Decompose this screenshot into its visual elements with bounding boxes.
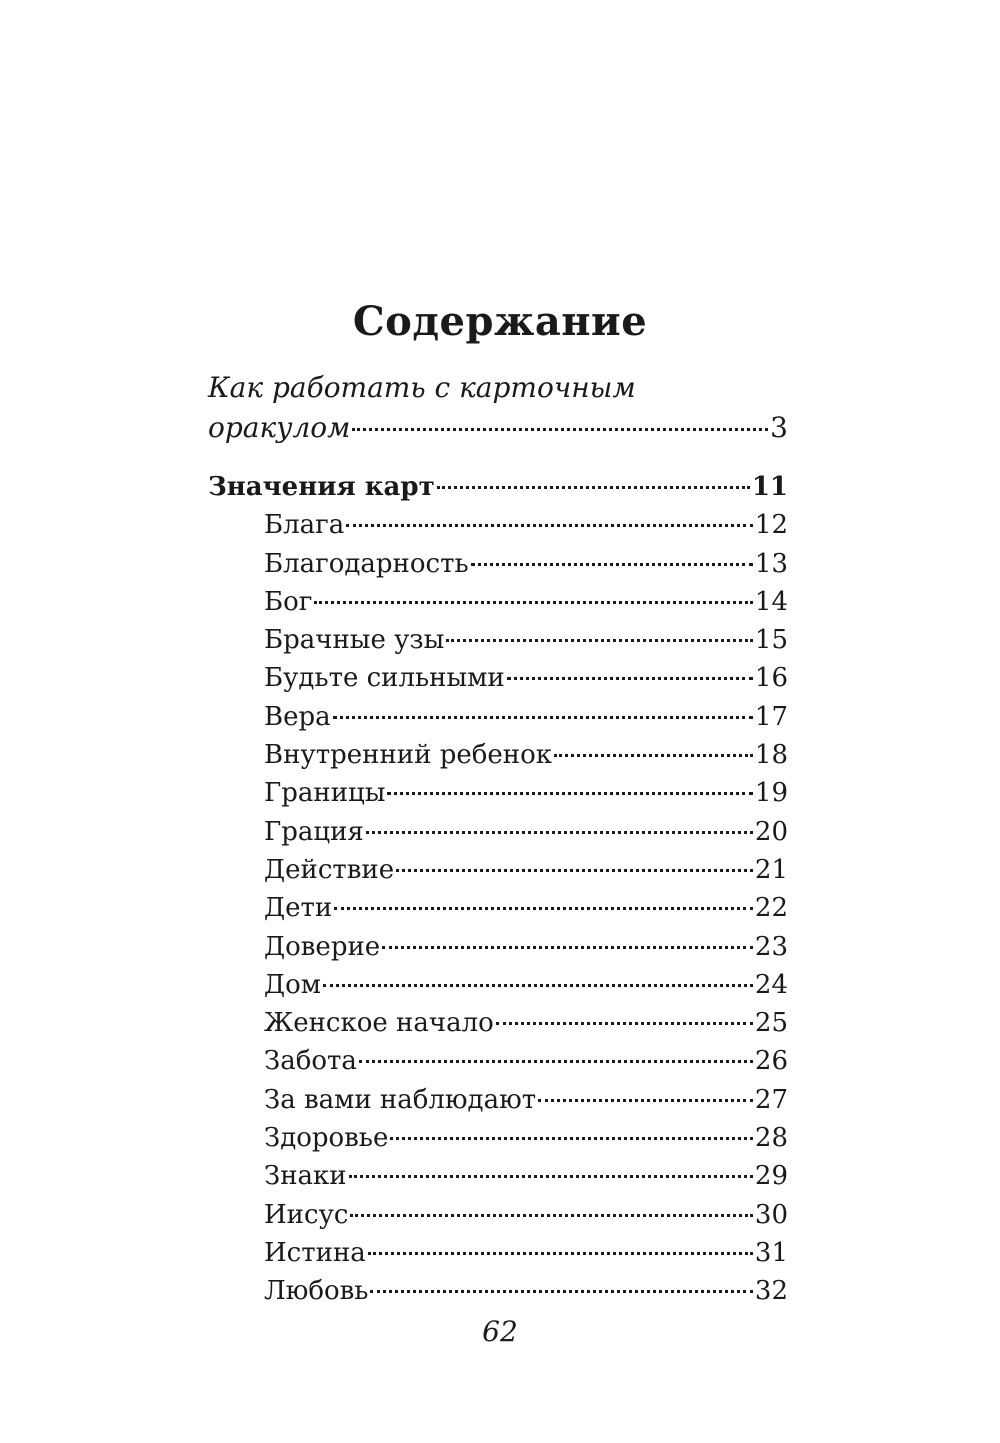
toc-entry-label: Любовь: [264, 1276, 369, 1307]
dot-leader: [396, 869, 753, 872]
toc-entry: [208, 928, 788, 966]
toc-entry-label: Доверие: [264, 931, 381, 962]
toc-entry-label: Действие: [264, 854, 395, 885]
page-number: 62: [482, 1315, 518, 1348]
toc-page-number: 15: [754, 625, 788, 656]
toc-entry: [208, 1157, 788, 1195]
toc-page-number: 14: [754, 586, 788, 617]
dot-leader: [349, 1175, 753, 1178]
dot-leader: [471, 563, 753, 566]
toc-page-number: 18: [754, 740, 788, 771]
toc-entry: [208, 851, 788, 889]
toc-page-number: 30: [754, 1199, 788, 1230]
toc-page-number: 32: [754, 1276, 788, 1307]
toc-entry-label: Благодарность: [264, 548, 469, 579]
dot-leader: [352, 428, 768, 431]
dot-leader: [446, 639, 753, 642]
toc-page-number: 17: [754, 701, 788, 732]
toc-section-label: Значения карт: [208, 472, 435, 502]
toc-entry-label: Дети: [264, 893, 333, 924]
toc-page-number: 28: [754, 1123, 788, 1154]
dot-leader: [382, 946, 753, 949]
toc-section-row: [208, 468, 788, 506]
dot-leader: [437, 486, 750, 489]
toc-entry: [208, 966, 788, 1004]
toc-entry-label: Истина: [264, 1237, 366, 1268]
toc-entry: [208, 659, 788, 697]
toc-page-number: 23: [754, 931, 788, 962]
toc-page-number: 21: [754, 854, 788, 885]
toc-entry-label: Вера: [264, 701, 331, 732]
toc-page-number: 29: [754, 1161, 788, 1192]
toc-entry-label: Иисус: [264, 1199, 349, 1230]
toc-page-number: 3: [770, 411, 788, 444]
toc-entry-label: Будьте сильными: [264, 663, 505, 694]
toc-entry: [208, 774, 788, 812]
toc-entry: [208, 1042, 788, 1080]
toc-intro-line2: оракулом: [208, 411, 351, 444]
toc-entry-label: Забота: [264, 1046, 357, 1077]
toc-entry-label: Здоровье: [264, 1123, 389, 1154]
toc-page-number: 31: [754, 1237, 788, 1268]
dot-leader: [359, 1060, 753, 1063]
page-title: Содержание: [352, 298, 648, 345]
dot-leader: [538, 1099, 753, 1102]
toc-page-number: 24: [754, 969, 788, 1000]
toc-page-number: 25: [754, 1008, 788, 1039]
toc-page-number: 22: [754, 893, 788, 924]
toc-entry: [208, 736, 788, 774]
toc-entry-label: Дом: [264, 969, 322, 1000]
toc-page-number: 26: [754, 1046, 788, 1077]
dot-leader: [496, 1022, 753, 1025]
toc-entry-label: Бог: [264, 586, 313, 617]
dot-leader: [390, 1137, 753, 1140]
toc-page-number: 27: [754, 1084, 788, 1115]
toc-entries: [208, 506, 788, 1310]
toc-entry-label: Брачные узы: [264, 625, 445, 656]
dot-leader: [334, 907, 753, 910]
table-of-contents: [208, 368, 788, 1311]
dot-leader: [346, 524, 753, 527]
dot-leader: [370, 1290, 752, 1293]
toc-entry: [208, 698, 788, 736]
toc-entry: [208, 621, 788, 659]
toc-page-number: 19: [754, 778, 788, 809]
dot-leader: [350, 1214, 752, 1217]
dot-leader: [366, 831, 753, 834]
toc-entry: [208, 1196, 788, 1234]
toc-entry: [208, 1081, 788, 1119]
toc-entry-label: За вами наблюдают: [264, 1084, 537, 1115]
toc-intro-row: [208, 408, 788, 448]
toc-entry: [208, 1119, 788, 1157]
dot-leader: [323, 984, 753, 987]
toc-entry: [208, 583, 788, 621]
toc-page-number: 11: [751, 472, 788, 502]
toc-intro-line1: Как работать с карточным: [208, 371, 636, 404]
dot-leader: [387, 792, 752, 795]
toc-page-number: 12: [754, 510, 788, 541]
toc-entry: [208, 1234, 788, 1272]
toc-entry: [208, 1004, 788, 1042]
dot-leader: [368, 1252, 753, 1255]
toc-entry: [208, 506, 788, 544]
toc-entry: [208, 1272, 788, 1310]
toc-entry-label: Женское начало: [264, 1008, 494, 1039]
toc-entry-label: Блага: [264, 510, 345, 541]
toc-entry: [208, 813, 788, 851]
toc-entry: [208, 545, 788, 583]
toc-page-number: 20: [754, 816, 788, 847]
toc-entry-label: Границы: [264, 778, 386, 809]
toc-page-number: 13: [754, 548, 788, 579]
dot-leader: [333, 716, 753, 719]
dot-leader: [314, 601, 753, 604]
toc-page-number: 16: [754, 663, 788, 694]
dot-leader: [554, 754, 753, 757]
dot-leader: [507, 677, 753, 680]
toc-entry: [208, 889, 788, 927]
toc-entry-label: Знаки: [264, 1161, 347, 1192]
toc-entry-label: Грация: [264, 816, 364, 847]
toc-entry-label: Внутренний ребенок: [264, 740, 553, 771]
